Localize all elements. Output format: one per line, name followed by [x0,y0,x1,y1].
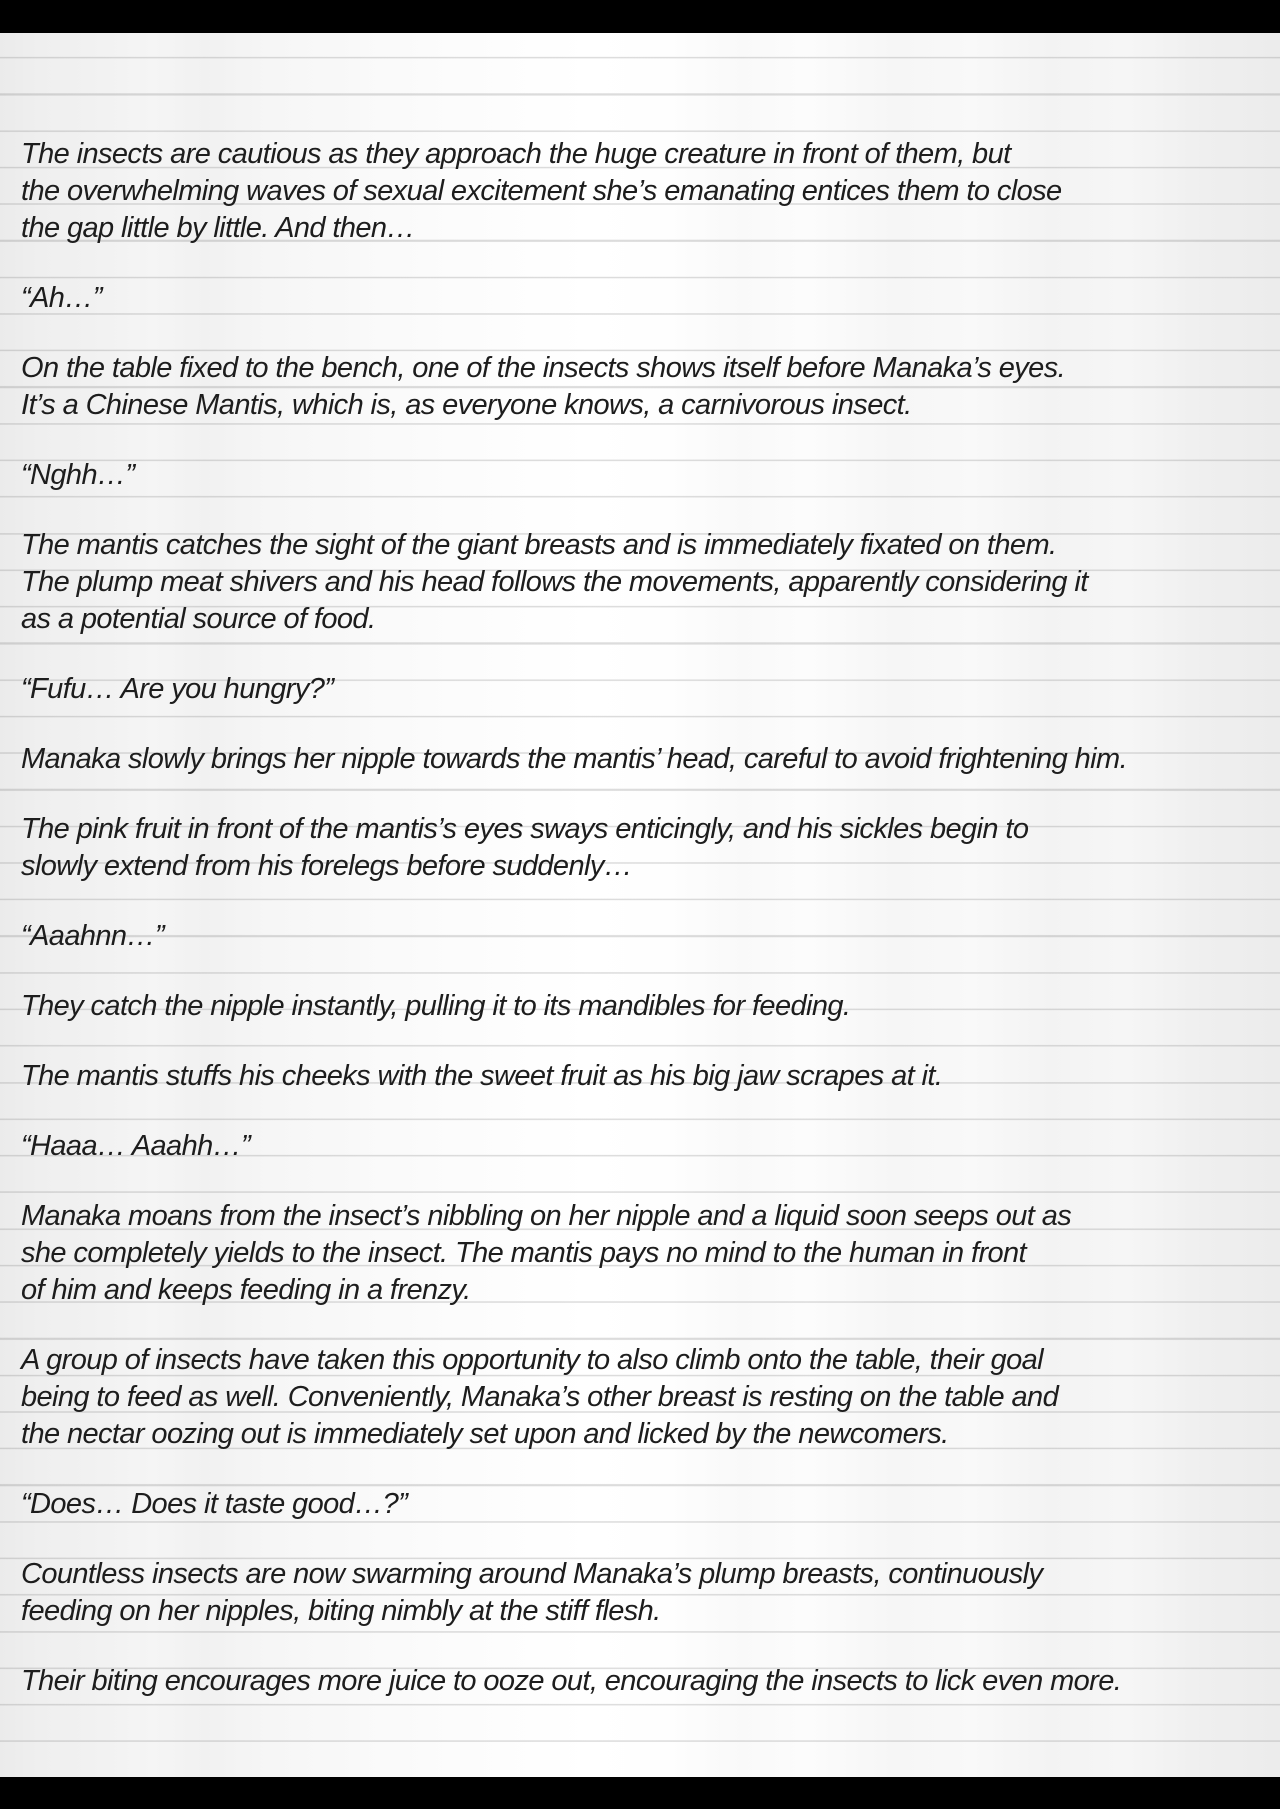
story-line: Countless insects are now swarming around Manaka’s plump breasts, continuously [21,1558,1043,1590]
dialogue-line: “Nghh…” [21,459,135,491]
story-paragraph [21,136,1272,247]
story-line: On the table fixed to the bench, one of the insects shows itself before Manaka’s eyes. [21,352,1066,384]
story-line: The mantis catches the sight of the giant breasts and is immediately fixated on them. [21,529,1057,561]
story-line: The plump meat shivers and his head follows the movements, apparently considering it [21,566,1088,598]
story-paragraph [21,741,1272,778]
dialogue-paragraph [21,918,1272,955]
dialogue-paragraph [21,1128,1272,1165]
story-line: Their biting encourages more juice to ooze out, encouraging the insects to lick even more. [21,1665,1122,1697]
dialogue-paragraph [21,280,1272,317]
dialogue-line: “Haaa… Aaahh…” [21,1130,251,1162]
dialogue-paragraph [21,457,1272,494]
story-line: The insects are cautious as they approach the huge creature in front of them, but [21,138,1011,170]
top-letterbox-bar [0,0,1280,33]
dialogue-line: “Ah…” [21,282,102,314]
story-line: the overwhelming waves of sexual excitement she’s emanating entices them to close [21,175,1062,207]
story-line: Manaka slowly brings her nipple towards the mantis’ head, careful to avoid frightening him. [21,743,1128,775]
story-line: the gap little by little. And then… [21,212,415,244]
story-line: They catch the nipple instantly, pulling it to its mandibles for feeding. [21,990,851,1022]
story-line: as a potential source of food. [21,603,376,635]
story-paragraph [21,1342,1272,1453]
story-line: being to feed as well. Conveniently, Manaka’s other breast is resting on the table and [21,1381,1059,1413]
story-line: she completely yields to the insect. The mantis pays no mind to the human in front [21,1237,1027,1269]
story-paragraph [21,1198,1272,1309]
story-line: Manaka moans from the insect’s nibbling on her nipple and a liquid soon seeps out as [21,1200,1072,1232]
story-paragraph [21,988,1272,1025]
story-paragraph [21,1663,1272,1700]
story-paragraph [21,1058,1272,1095]
story-paragraph [21,350,1272,424]
dialogue-line: “Fufu… Are you hungry?” [21,673,334,705]
dialogue-paragraph [21,1486,1272,1523]
story-line: It’s a Chinese Mantis, which is, as everyone knows, a carnivorous insect. [21,389,912,421]
story-line: A group of insects have taken this opportunity to also climb onto the table, their goal [21,1344,1043,1376]
dialogue-line: “Aaahnn…” [21,920,164,952]
dialogue-paragraph [21,671,1272,708]
story-line: The mantis stuffs his cheeks with the sweet fruit as his big jaw scrapes at it. [21,1060,943,1092]
dialogue-line: “Does… Does it taste good…?” [21,1488,408,1520]
story-line: the nectar oozing out is immediately set upon and licked by the newcomers. [21,1418,949,1450]
story-line: The pink fruit in front of the mantis’s eyes sways enticingly, and his sickles begin to [21,813,1029,845]
bottom-letterbox-bar [0,1777,1280,1809]
story-paragraph [21,811,1272,885]
story-paragraph [21,527,1272,638]
story-line: of him and keeps feeding in a frenzy. [21,1274,471,1306]
story-line: slowly extend from his forelegs before suddenly… [21,850,633,882]
story-line: feeding on her nipples, biting nimbly at the stiff flesh. [21,1595,661,1627]
story-paragraph [21,1556,1272,1630]
